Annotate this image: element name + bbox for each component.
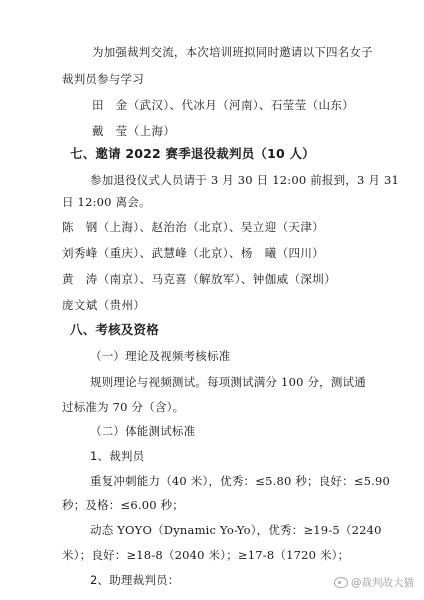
paragraph-yoyo-standard-line1: 动态 YOYO（Dynamic Yo-Yo），优秀：≥19-5（2240 — [90, 523, 382, 537]
weibo-icon — [334, 577, 348, 588]
section-heading-assessment: 八、考核及资格 — [70, 322, 159, 337]
retired-referees-names-line4: 庞文斌（贵州） — [62, 298, 146, 312]
paragraph-yoyo-standard-line2: 米）；良好：≥18-8（2040 米）；≥17-8（1720 米）； — [62, 548, 350, 562]
paragraph-sprint-standard-line1: 重复冲刺能力（40 米），优秀：≤5.80 秒；良好：≤5.90 — [90, 474, 391, 488]
paragraph-retirement-ceremony-line1: 参加退役仪式人员请于 3 月 30 日 12:00 前报到，3 月 31 — [90, 173, 399, 187]
subheading-fitness-standard: （二）体能测试标准 — [90, 424, 196, 438]
retired-referees-names-line3: 黄 涛（南京）、马克喜（解放军）、钟伽威（深圳） — [62, 272, 337, 286]
retired-referees-names-line2: 刘秀峰（重庆）、武慧峰（北京）、杨 曦（四川） — [62, 246, 325, 260]
women-referees-names-line1: 田 金（武汉）、代冰月（河南）、石莹莹（山东） — [92, 98, 355, 112]
paragraph-theory-test-line1: 规则理论与视频测试。每项测试满分 100 分，测试通 — [90, 375, 366, 389]
paragraph-retirement-ceremony-line2: 日 12:00 离会。 — [62, 195, 151, 209]
watermark — [334, 575, 414, 590]
retired-referees-names-line1: 陈 钢（上海）、赵治治（北京）、吴立迎（天津） — [62, 220, 325, 234]
subheading-referees: 1、裁判员 — [90, 449, 145, 463]
subheading-theory-video-standard: （一）理论及视频考核标准 — [90, 349, 231, 363]
paragraph-invite-women-referees-line1: 为加强裁判交流，本次培训班拟同时邀请以下四名女子 — [92, 45, 373, 59]
paragraph-invite-women-referees-line2: 裁判员参与学习 — [62, 72, 144, 86]
subheading-assistant-referees: 2、助理裁判员： — [90, 573, 180, 587]
watermark-text: @裁判故大猫 — [351, 577, 414, 589]
women-referees-names-line2: 戴 莹（上海） — [92, 124, 176, 138]
section-heading-retired-referees: 七、邀请 2022 赛季退役裁判员（10 人） — [70, 146, 315, 161]
paragraph-sprint-standard-line2: 秒；及格：≤6.00 秒； — [62, 498, 184, 512]
paragraph-theory-test-line2: 过标准为 70 分（含）。 — [62, 400, 185, 414]
